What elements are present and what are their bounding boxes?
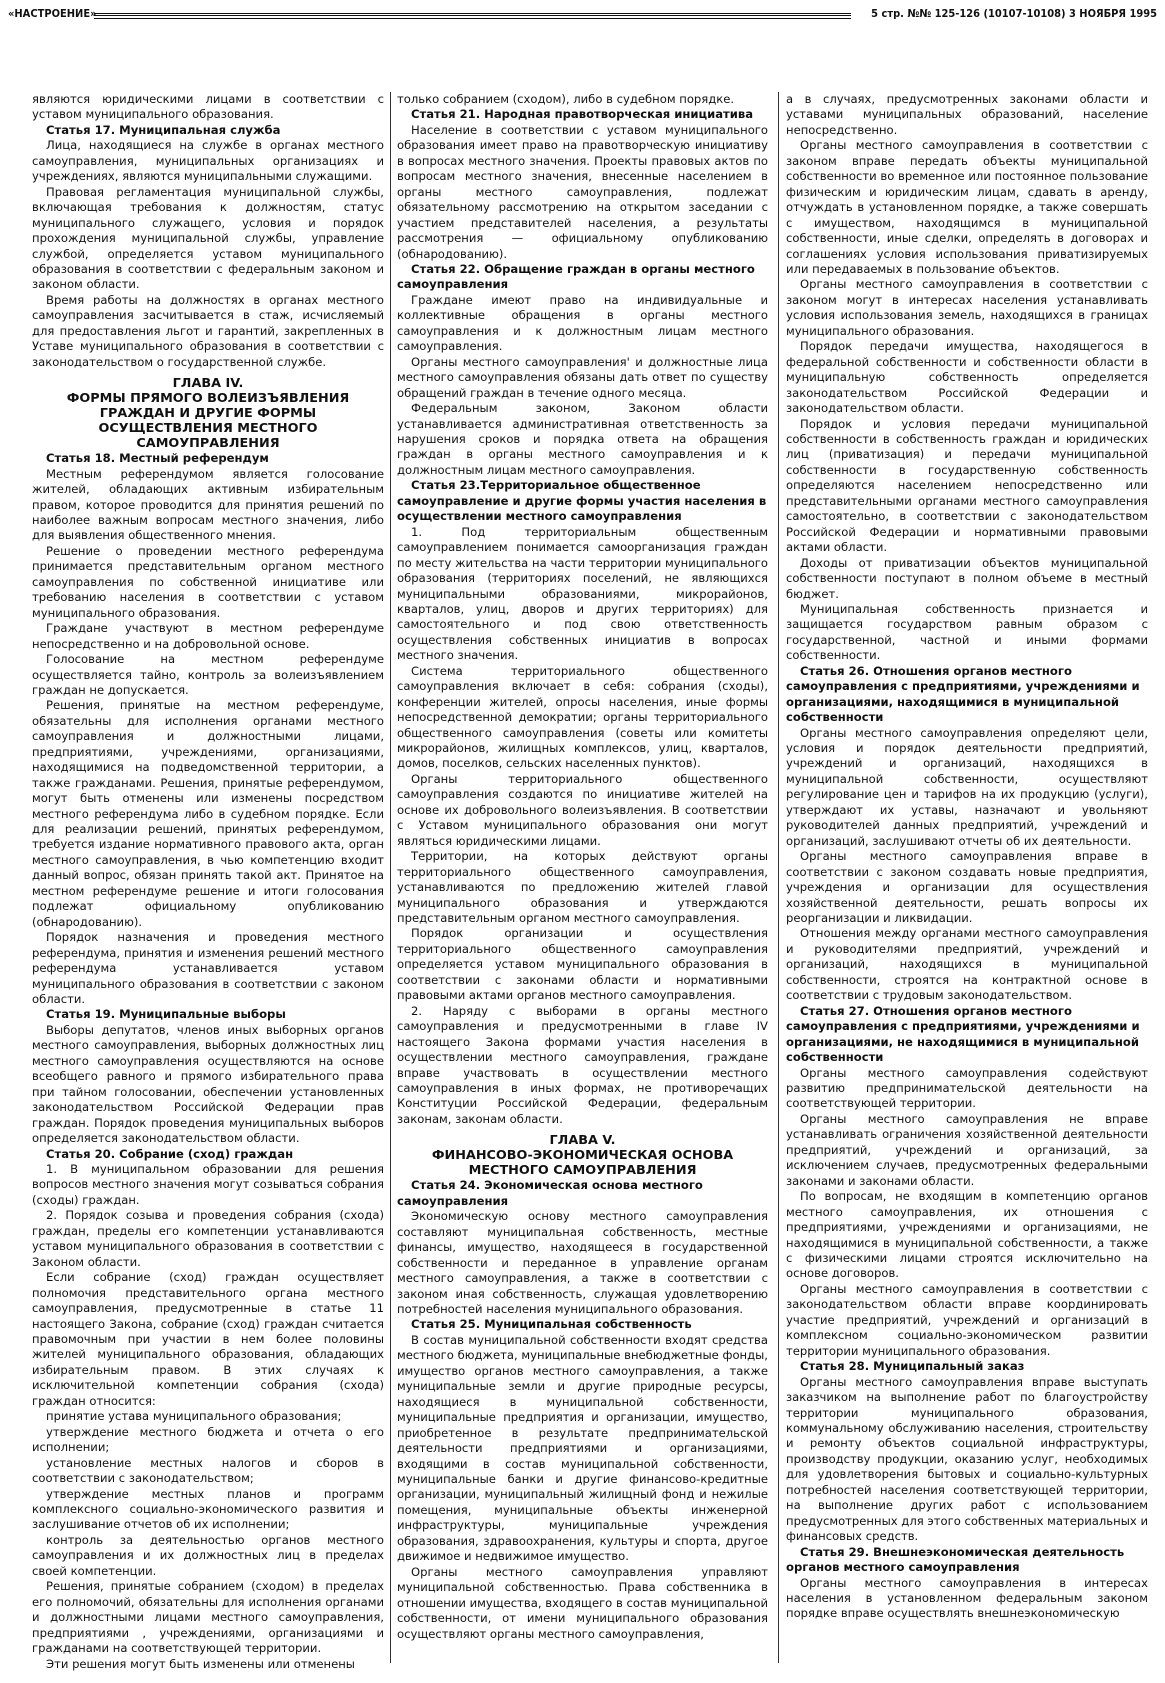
- paragraph: Органы местного самоуправления в соответствии с законом вправе передать объекты муниципальной собственности во временное или постоянное пользование физическим и юридическим лицам, сдавать в аренду, отчуждать в установленном порядке, а также совершать с имуществом, находящимся в муниципальной собственности, иные сделки, определять в договорах и соглашениях условия использования приватизируемых или передаваемых в пользование объектов.: [786, 138, 1148, 276]
- article-heading: Статья 26. Отношения органов местного самоуправления с предприятиями, учреждениями и организациями, находящимися в муниципальной собственности: [786, 663, 1140, 725]
- paragraph: Решения, принятые на местном референдуме, обязательны для исполнения органами местного самоуправления и должностными лицами, предприятиями, учреждениями, организациями, находящимися на подведомственной территории, а также гражданами. Решения, принятые референдумом, могут быть отменены или изменены посредством местного референдума либо в судебном порядке. Если для реализации решений, принятых референдумом, требуется издание нормативного правового акта, орган местного самоуправления, в чью компетенцию входит данный вопрос, обязан принять такой акт. Принятое на местном референдуме решение и итоги голосования подлежат официальному опубликованию (обнародованию).: [32, 698, 384, 929]
- paragraph: Органы местного самоуправления в соответствии с законодательством области вправе координировать участие предприятий, учреждений и организаций в комплексном социально-экономическом развитии территории муниципального образования.: [786, 1281, 1148, 1358]
- issue-info: 5 стр. №№ 125-126 (10107-10108) 3 НОЯБРЯ 1995: [871, 7, 1157, 20]
- column-1: [32, 92, 384, 1671]
- paragraph: Правовая регламентация муниципальной службы, включающая требования к должностям, статус муниципального служащего, условия и порядок прохождения муниципальной службы, управление службой, определяется уставом муниципального образования в соответствии с федеральным законом и законом области.: [32, 184, 384, 292]
- article-heading: Статья 23.Территориальное общественное самоуправление и другие формы участия населения в осуществлении местного самоуправления: [397, 478, 767, 524]
- column-divider: [390, 92, 391, 1663]
- paragraph: Решение о проведении местного референдума принимается представительным органом местного самоуправления по собственной инициативе или требованию населения в соответствии с уставом муниципального образования.: [32, 543, 384, 620]
- paper-name: «НАСТРОЕНИЕ»: [8, 7, 97, 20]
- paragraph: Порядок назначения и проведения местного референдума, принятия и изменения решений местного референдума устанавливается уставом муниципального образования в соответствии с законом области.: [32, 930, 384, 1007]
- article-heading: Статья 22. Обращение граждан в органы местного самоуправления: [397, 261, 755, 292]
- paragraph: утверждение местного бюджета и отчета о его исполнении;: [32, 1424, 384, 1455]
- paragraph: Граждане имеют право на индивидуальные и коллективные обращения в органы местного самоуправления и к должностным лицам местного самоуправления.: [397, 292, 768, 354]
- paragraph: 2. Наряду с выборами в органы местного самоуправления и предусмотренными в главе IV настоящего Закона формами участия населения в осуществлении местного самоуправления, граждане вправе участвовать в осуществлении местного самоуправления в иных формах, не противоречащих Конституции Российской Федерации, федеральным законам, законам области.: [397, 1003, 768, 1126]
- paragraph: Население в соответствии с уставом муниципального образования имеет право на правотворческую инициативу в вопросах местного значения. Проекты правовых актов по вопросам местного значения, внесенные населением в органы местного самоуправления, подлежат обязательному рассмотрению на открытом заседании с участием представителей населения, а результаты рассмотрения — официальному опубликованию (обнародованию).: [397, 122, 768, 261]
- paragraph: Порядок и условия передачи муниципальной собственности в собственность граждан и юридических лиц (приватизация) и передачи муниципальной собственности в государственную собственность определяются населением непосредственно или представительными органами местного самоуправления самостоятельно, в соответствии с законодательством Российской Федерации и нормативными правовыми актами области.: [786, 416, 1148, 555]
- paragraph: Органы местного самоуправления в интересах населения в установленном федеральным законом порядке вправе осуществлять внешнеэкономическую: [786, 1575, 1148, 1621]
- paragraph: По вопросам, не входящим в компетенцию органов местного самоуправления, их отношения с предприятиями, учреждениями и организациями, не находящимися в муниципальной собственности, а также с физическими лицами строятся исключительно на основе договоров.: [786, 1189, 1148, 1281]
- paragraph: установление местных налогов и сборов в соответствии с законодательством;: [32, 1455, 384, 1486]
- paragraph: 1. В муниципальном образовании для решения вопросов местного значения могут созываться собрания (сходы) граждан.: [32, 1162, 384, 1207]
- paragraph: Время работы на должностях в органах местного самоуправления засчитывается в стаж, исчисляемый для предоставления льгот и гарантий, закрепленных в Уставе муниципального образования в соответствии с законодательством о государственной службе.: [32, 292, 384, 369]
- article-heading: Статья 27. Отношения органов местного самоуправления с предприятиями, учреждениями и организациями, не находящимися в муниципальной собственности: [786, 1003, 1140, 1065]
- paragraph: Органы местного самоуправления вправе в соответствии с законом создавать новые предприятия, учреждения и организации для осуществления хозяйственной деятельности, решать вопросы их реорганизации и ликвидации.: [786, 849, 1148, 926]
- article-heading: Статья 17. Муниципальная служба: [46, 122, 281, 137]
- paragraph: Отношения между органами местного самоуправления и руководителями предприятий, учреждений и организаций, находящихся в муниципальной собственности, строятся на контрактной основе в соответствии с трудовым законодательством.: [786, 926, 1148, 1003]
- column-3: [786, 92, 1148, 1663]
- paragraph: Эти решения могут быть изменены или отменены: [46, 1656, 355, 1671]
- paragraph: Граждане участвуют в местном референдуме непосредственно и на добровольной основе.: [32, 621, 384, 651]
- paragraph: Голосование на местном референдуме осуществляется тайно, контроль за волеизъявлением граждан не допускается.: [32, 652, 384, 697]
- article-heading: Статья 29. Внешнеэкономическая деятельность органов местного самоуправления: [786, 1544, 1125, 1575]
- chapter-number: ГЛАВА V.: [549, 1133, 616, 1149]
- paragraph: 2. Порядок созыва и проведения собрания (схода) граждан, пределы его компетенции устанавливаются уставом муниципального образования в соответствии с Законом области.: [32, 1208, 384, 1269]
- paragraph: Выборы депутатов, членов иных выборных органов местного самоуправления, выборных должностных лиц местного самоуправления осуществляются на основе всеобщего равного и прямого избирательного права при тайном голосовании, обеспечении установленных законодательством Российской Федерации прав граждан. Порядок проведения муниципальных выборов определяется законодательством области.: [32, 1022, 384, 1146]
- article-heading: Статья 24. Экономическая основа местного самоуправления: [397, 1178, 703, 1208]
- paragraph: Органы местного самоуправления в соответствии с законом могут в интересах населения устанавливать условия использования земель, находящихся в границах муниципального образования.: [786, 277, 1148, 338]
- paragraph: Местным референдумом является голосование жителей, обладающих активным избирательным правом, которое проводится для принятия решений по наиболее важным вопросам местного значения, либо для выявления общественного мнения.: [32, 466, 384, 543]
- paragraph: а в случаях, предусмотренных законами области и уставами муниципальных образований, население непосредственно.: [786, 92, 1148, 137]
- paragraph: Порядок передачи имущества, находящегося в федеральной собственности и собственности области в муниципальную собственность определяется законодательством Российской Федерации и законодательством области.: [786, 339, 1148, 416]
- paragraph: утверждение местных планов и программ комплексного социально-экономического развития и заслушивание отчетов об их исполнении;: [32, 1486, 384, 1532]
- paragraph: Территории, на которых действуют органы территориального общественного самоуправления, устанавливаются по предложению жителей главой муниципального образования и утверждаются представительным органом местного самоуправления.: [397, 849, 768, 926]
- paragraph: Лица, находящиеся на службе в органах местного самоуправления, муниципальных организациях и учреждениях, являются муниципальными служащими.: [32, 138, 384, 184]
- masthead-rule: [94, 13, 851, 19]
- article-heading: Статья 21. Народная правотворческая инициатива: [411, 107, 754, 122]
- paragraph: Порядок организации и осуществления территориального общественного самоуправления определяется уставом муниципального образования в соответствии с законами области и нормативными правовыми актами органов местного самоуправления.: [397, 926, 768, 1003]
- paragraph: Экономическую основу местного самоуправления составляют муниципальная собственность, местные финансы, имущество, находящееся в государственной собственности и переданное в управление органам местного самоуправления, а также в соответствии с законом иная собственность, служащая удовлетворению потребностей населения муниципального образования.: [397, 1209, 768, 1316]
- paragraph: являются юридическими лицами в соответствии с уставом муниципального образования.: [32, 92, 384, 122]
- paragraph: Федеральным законом, Законом области устанавливается административная ответственность за нарушения сроков и порядка ответа на обращения граждан в органы местного самоуправления и к должностным лицам местного самоуправления.: [397, 401, 768, 477]
- chapter-number: ГЛАВА IV.: [172, 376, 244, 392]
- article-heading: Статья 28. Муниципальный заказ: [800, 1359, 1025, 1374]
- paragraph: Органы местного самоуправления управляют муниципальной собственностью. Права собственника в отношении имущества, входящего в состав муниципальной собственности, от имени муниципального образования осуществляют органы местного самоуправления,: [397, 1564, 768, 1641]
- article-heading: Статья 19. Муниципальные выборы: [46, 1007, 286, 1022]
- paragraph: 1. Под территориальным общественным самоуправлением понимается самоорганизация граждан по месту жительства на части территории муниципального образования (территориях поселений, не являющихся муниципальными образованиями, микрорайонов, кварталов, улиц, дворов и других территориях) для самостоятельного и под свою ответственность осуществления собственных инициатив в вопросах местного значения.: [397, 524, 768, 663]
- paragraph: Органы местного самоуправления вправе выступать заказчиком на выполнение работ по благоустройству территории муниципального образования, коммунальному обслуживанию населения, строительству и ремонту объектов социальной инфраструктуры, производству продукции, оказанию услуг, необходимых для удовлетворения бытовых и социально-культурных потребностей населения соответствующей территории, на выполнение других работ с использованием предусмотренных для этого собственных материальных и финансовых средств.: [786, 1374, 1148, 1544]
- paragraph: Доходы от приватизации объектов муниципальной собственности поступают в полном объеме в местный бюджет.: [786, 555, 1148, 601]
- article-heading: Статья 25. Муниципальная собственность: [411, 1317, 692, 1332]
- paragraph: Если собрание (сход) граждан осуществляет полномочия представительного органа местного самоуправления, предусмотренные в статье 11 настоящего Закона, собрание (сход) граждан считается правомочным при участии в нем более половины жителей муниципального образования, обладающих избирательным правом. В этих случаях к исключительной компетенции собрания (схода) граждан относится:: [32, 1270, 384, 1408]
- paragraph: принятие устава муниципального образования;: [46, 1409, 342, 1424]
- column-2: [397, 92, 768, 1663]
- paragraph: Органы местного самоуправления не вправе устанавливать ограничения хозяйственной деятельности предприятий, учреждений и организаций, за исключением случаев, предусмотренных федеральными законами и законами области.: [786, 1111, 1148, 1188]
- paragraph: Органы местного самоуправления' и должностные лица местного самоуправления обязаны дать ответ по существу обращений граждан в течение одного месяца.: [397, 354, 768, 400]
- paragraph: Органы территориального общественного самоуправления создаются по инициативе жителей на основе их добровольного волеизъявления. В соответствии с Уставом муниципального образования они могут являться юридическими лицами.: [397, 771, 768, 848]
- paragraph: Органы местного самоуправления определяют цели, условия и порядок деятельности предприятий, учреждений и организаций, находящихся в муниципальной собственности, осуществляют регулирование цен и тарифов на их продукцию (услуги), утверждают их уставы, назначают и увольняют руководителей данных предприятий, учреждений и организаций, заслушивают отчеты об их деятельности.: [786, 725, 1148, 848]
- paragraph: Решения, принятые собранием (сходом) в пределах его полномочий, обязательны для исполнения органами и должностными лицами местного самоуправления, предприятиями , учреждениями, организациями и гражданами на соответствующей территории.: [32, 1579, 384, 1656]
- column-divider: [778, 92, 779, 1663]
- paragraph: Муниципальная собственность признается и защищается государством равным образом с государственной, частной и иными формами собственности.: [786, 601, 1148, 663]
- chapter-title: ФИНАНСОВО-ЭКОНОМИЧЕСКАЯ ОСНОВА МЕСТНОГО САМОУПРАВЛЕНИЯ: [431, 1148, 734, 1179]
- paragraph: В состав муниципальной собственности входят средства местного бюджета, муниципальные внебюджетные фонды, имущество органов местного самоуправления, а также муниципальные земли и другие природные ресурсы, находящиеся в муниципальной собственности, муниципальные предприятия и организации, имущество, приобретенное в результате предпринимательской деятельности предприятиями и организациями, входящими в состав муниципальной собственности, муниципальные банки и другие финансово-кредитные организации, муниципальный жилищный фонд и нежилые помещения, муниципальные объекты инженерной инфраструктуры, муниципальные учреждения образования, здравоохранения, культуры и спорта, другое движимое и недвижимое имущество.: [397, 1332, 768, 1564]
- paragraph: Система территориального общественного самоуправления включает в себя: собрания (сходы), конференции жителей, опросы населения, иные формы непосредственной демократии; органы территориального общественного самоуправления (советы или комитеты микрорайонов, жилищных комплексов, улиц, кварталов, домов, поселков, сельских населенных пунктов).: [397, 663, 768, 771]
- paragraph: Органы местного самоуправления содействуют развитию предпринимательской деятельности на соответствующей территории.: [786, 1065, 1148, 1111]
- article-heading: Статья 20. Собрание (сход) граждан: [46, 1146, 294, 1161]
- masthead: [8, 4, 1157, 26]
- paragraph: контроль за деятельностью органов местного самоуправления и их должностных лиц в пределах своей компетенции.: [32, 1532, 384, 1578]
- chapter-title: ФОРМЫ ПРЯМОГО ВОЛЕИЗЪЯВЛЕНИЯ ГРАЖДАН И ДРУГИЕ ФОРМЫ ОСУЩЕСТВЛЕНИЯ МЕСТНОГО САМОУПРАВЛЕНИЯ: [66, 391, 350, 452]
- paragraph: только собранием (сходом), либо в судебном порядке.: [397, 92, 735, 106]
- article-heading: Статья 18. Местный референдум: [46, 451, 269, 466]
